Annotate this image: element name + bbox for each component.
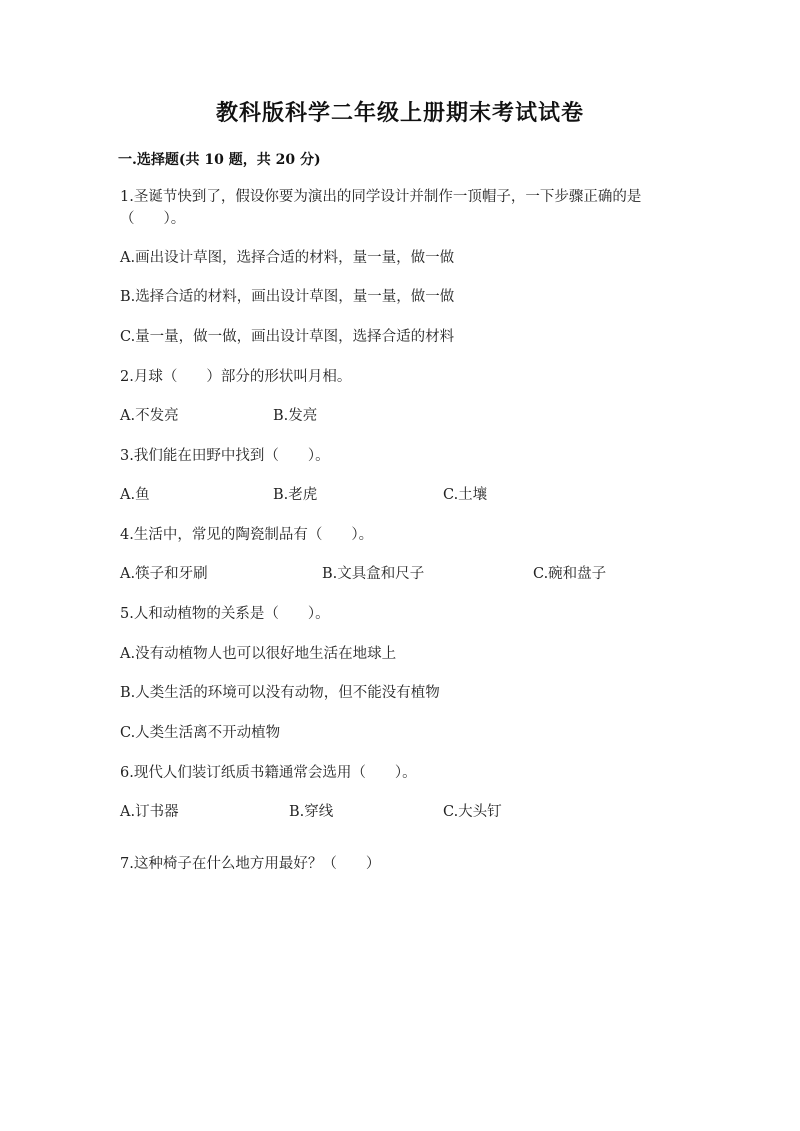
question-5-option-b: B.人类生活的环境可以没有动物，但不能没有植物 — [120, 685, 440, 701]
question-6-option-b: B.穿线 — [289, 804, 334, 820]
question-2-option-b: B.发亮 — [273, 408, 318, 424]
question-3-option-b: B.老虎 — [273, 487, 318, 503]
page-title: 教科版科学二年级上册期末考试试卷 — [215, 100, 584, 126]
question-1-stem: 1.圣诞节快到了，假设你要为演出的同学设计并制作一顶帽子，一下步骤正确的是（ ）。 — [120, 189, 642, 227]
question-3-option-c: C.土壤 — [443, 487, 488, 503]
question-6-option-a: A.订书器 — [120, 804, 179, 820]
question-7-stem: 7.这种椅子在什么地方用最好？（ ） — [120, 856, 381, 872]
question-4-option-c: C.碗和盘子 — [533, 566, 607, 582]
question-6-option-c: C.大头钉 — [443, 804, 502, 820]
question-2-option-a: A.不发亮 — [120, 408, 179, 424]
question-5-option-a: A.没有动植物人也可以很好地生活在地球上 — [120, 646, 397, 662]
question-2-stem: 2.月球（ ）部分的形状叫月相。 — [120, 369, 352, 385]
question-4-option-b: B.文具盒和尺子 — [322, 566, 425, 582]
question-5-option-c: C.人类生活离不开动植物 — [120, 725, 281, 741]
question-1-option-c: C.量一量，做一做，画出设计草图，选择合适的材料 — [120, 329, 455, 345]
question-1-option-a: A.画出设计草图，选择合适的材料，量一量，做一做 — [120, 250, 455, 266]
question-6-stem: 6.现代人们装订纸质书籍通常会选用（ ）。 — [120, 765, 417, 781]
question-3-stem: 3.我们能在田野中找到（ ）。 — [120, 448, 330, 464]
question-4-stem: 4.生活中，常见的陶瓷制品有（ ）。 — [120, 527, 374, 543]
question-5-stem: 5.人和动植物的关系是（ ）。 — [120, 606, 330, 622]
question-4-option-a: A.筷子和牙刷 — [120, 566, 208, 582]
question-1-option-b: B.选择合适的材料，画出设计草图，量一量，做一做 — [120, 289, 455, 305]
section-heading: 一.选择题(共 10 题，共 20 分) — [118, 152, 321, 168]
question-3-option-a: A.鱼 — [120, 487, 150, 503]
